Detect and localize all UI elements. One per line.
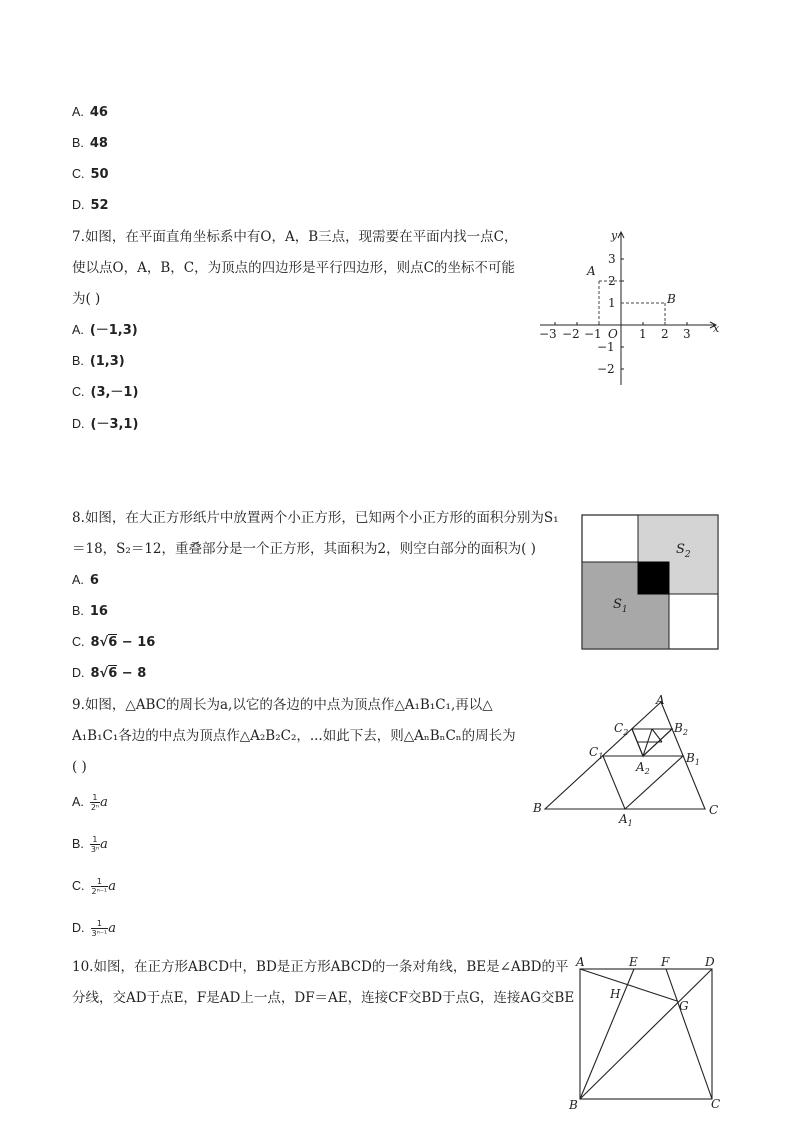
y-tick-neg2: −2 <box>597 362 615 376</box>
sq-e-label: E <box>629 955 638 969</box>
x-axis-label: x <box>713 322 720 335</box>
q7-option-d: D. (－3,1) <box>72 417 139 432</box>
x-tick-neg3: −3 <box>539 327 557 341</box>
tri-b2-label: $B_2$ <box>674 721 688 737</box>
sq-d-label: D <box>705 955 715 969</box>
x-tick-neg1: −1 <box>584 327 602 341</box>
q8-stem-line-1: 8.如图，在大正方形纸片中放置两个小正方形，已知两个小正方形的面积分别为S₁ <box>72 510 559 526</box>
q9-option-c: C. $\frac{1}{\text{2ⁿ⁻¹}}$ a <box>72 877 116 896</box>
q8-stem-line-2: ＝18，S₂＝12，重叠部分是一个正方形，其面积为2，则空白部分的面积为( ) <box>72 541 536 557</box>
q9-option-a: A. $\frac{1}{\text{2ⁿ}}$ a <box>72 793 108 812</box>
s2-label: $S_2$ <box>676 542 691 560</box>
q9-stem-line-3: ( ) <box>72 759 87 775</box>
x-tick-2: 2 <box>661 327 669 341</box>
q10-square-figure <box>566 952 726 1112</box>
tri-c2-label: $C_2$ <box>614 721 629 737</box>
q8-option-b: B. 16 <box>72 604 108 619</box>
y-tick-3: 3 <box>608 252 616 266</box>
y-tick-1: 1 <box>608 296 616 310</box>
tri-a2-label: $A_2$ <box>636 760 650 776</box>
sq-f-label: F <box>661 955 670 969</box>
q7-stem-line-3: 为( ) <box>72 291 101 307</box>
sq-a-label: A <box>576 955 585 969</box>
point-a-label: A <box>587 264 596 278</box>
q7-option-c: C. (3,－1) <box>72 385 139 400</box>
s1-label: $S_1$ <box>613 597 628 615</box>
q9-option-b: B. $\frac{1}{\text{3ⁿ}}$ a <box>72 835 108 854</box>
sq-c-label: C <box>711 1097 721 1111</box>
y-tick-neg1: −1 <box>597 340 615 354</box>
q7-option-b: B. (1,3) <box>72 354 125 369</box>
q8-option-a: A. 6 <box>72 573 99 588</box>
q6-option-a: A. 46 <box>72 105 108 120</box>
sq-b-label: B <box>569 1098 578 1112</box>
q8-option-c: C. 8√6 − 16 <box>72 635 156 650</box>
q9-option-d: D. $\frac{1}{\text{3ⁿ⁻¹}}$ a <box>72 919 116 938</box>
q7-stem-line-2: 使以点O，A，B，C，为顶点的四边形是平行四边形，则点C的坐标不可能 <box>72 260 515 276</box>
q9-stem-line-1: 9.如图，△ABC的周长为a,以它的各边的中点为顶点作△A₁B₁C₁,再以△ <box>72 697 493 713</box>
tri-a-label: A <box>656 693 665 707</box>
q6-option-c: C. 50 <box>72 167 109 182</box>
sq-h-label: H <box>610 987 621 1001</box>
q6-option-d: D. 52 <box>72 198 109 213</box>
y-tick-2: 2 <box>608 274 616 288</box>
origin-label: O <box>608 327 618 341</box>
point-b-label: B <box>667 292 676 306</box>
q7-option-a: A. (－1,3) <box>72 323 138 338</box>
tri-a1-label: $A_1$ <box>619 812 633 828</box>
y-axis-label: y <box>611 229 618 242</box>
q10-stem-line-2: 分线，交AD于点E，F是AD上一点，DF＝AE，连接CF交BD于点G，连接AG交BE <box>72 990 575 1006</box>
tri-b1-label: $B_1$ <box>686 751 700 767</box>
q9-stem-line-2: A₁B₁C₁各边的中点为顶点作△A₂B₂C₂，...如此下去，则△AₙBₙCₙ的周长为 <box>72 728 516 744</box>
q10-stem-line-1: 10.如图，在正方形ABCD中，BD是正方形ABCD的一条对角线，BE是∠ABD的平 <box>72 959 569 975</box>
tri-c1-label: $C_1$ <box>589 745 604 761</box>
q8-option-d: D. 8√6 − 8 <box>72 666 147 681</box>
x-tick-3: 3 <box>683 327 691 341</box>
tri-b-label: B <box>533 801 542 815</box>
tri-c-label: C <box>709 803 719 817</box>
sq-g-label: G <box>679 999 689 1013</box>
q7-coordinate-figure <box>535 225 725 390</box>
q9-triangle-figure <box>530 694 725 829</box>
q7-stem-line-1: 7.如图，在平面直角坐标系中有O，A，B三点，现需要在平面内找一点C， <box>72 229 518 245</box>
q6-option-b: B. 48 <box>72 136 108 151</box>
q8-squares-figure <box>580 514 720 651</box>
x-tick-neg2: −2 <box>562 327 580 341</box>
x-tick-1: 1 <box>639 327 647 341</box>
